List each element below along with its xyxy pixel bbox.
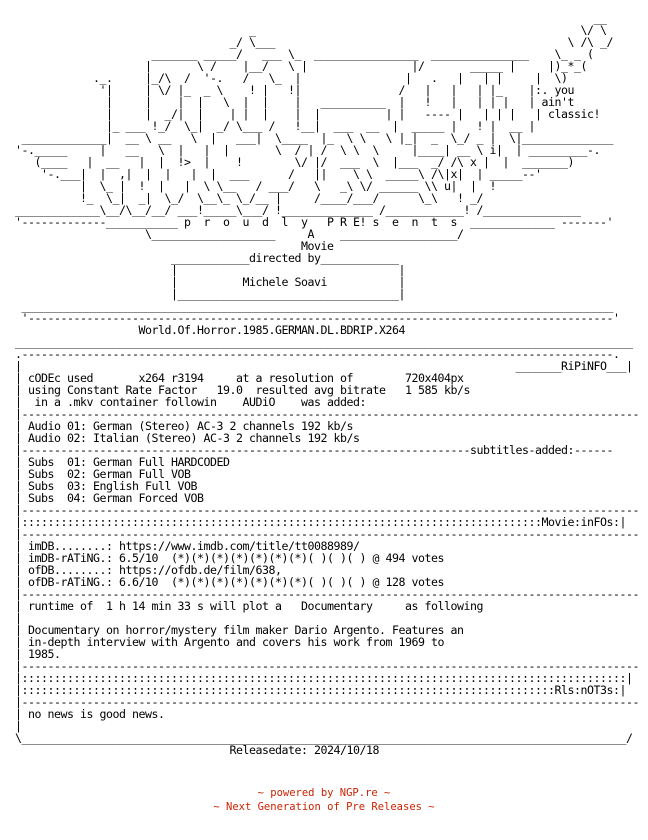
nfo-line: \___________________ A __________________/ (2, 227, 464, 241)
footer (0, 786, 648, 814)
nfo-line: | \ / |__/ \ | |/ _____ | |)_*_( (2, 59, 588, 73)
nfo-line: _ \/ \ (2, 23, 607, 37)
nfo-line: | Audio 02: Italian (Stereo) AC-3 2 channels 192 kb/s (2, 431, 360, 445)
nfo-line: | in a .mkv container followin AUDiO was added: (2, 395, 367, 409)
nfo-line: | Subs 04: German Forced VOB (2, 491, 204, 505)
nfo-line: _____________\__/\__/__/ ___!_____\___/ !______________ /____________! /_______________ (2, 203, 581, 217)
nfo-line: |_ ___ !_/ \_| _/ \___ / !__| ___ __ | _____ | ! | __ | (2, 119, 536, 133)
nfo-line: | runtime of 1 h 14 min 33 s will plot a Documentary as following (2, 599, 484, 613)
nfo-line: | Subs 03: English Full VOB (2, 479, 198, 493)
nfo-line: | \_ | ! | | \ \__ / ___/ \ _\ \/ ______ \\ u| | ! (2, 179, 497, 193)
nfo-line: '-------------___________ p r o u d l y P R E! s e n t s _____________ -------' (2, 215, 614, 229)
nfo-line: | Subs 01: German Full HARDCODED (2, 455, 230, 469)
nfo-line: | (2, 719, 22, 733)
nfo-line: |----------------------------------------------------------------------------------------------- (2, 503, 640, 517)
footer-powered-by[interactable]: ~ powered by NGP.re ~ (257, 787, 391, 799)
nfo-line: |::::::::::::::::::::::::::::::::::::::::::::::::::::::::::::::::::::::::::::::::::Rls:nOT3s:| (2, 683, 627, 697)
nfo-line: | in-depth interview with Argento and covers his work from 1969 to (2, 635, 445, 649)
nfo-line: | | | | \ | | | __________ | ! | | | | | ain't (2, 95, 575, 109)
nfo-line: _______________________________________________________________________________________________ (2, 335, 633, 349)
nfo-line: \_____________________________________________________________________________________________/ (2, 731, 633, 745)
nfo-line: ___________________________________________________________________________________________ (2, 299, 614, 313)
nfo-line: | no news is good news. (2, 707, 165, 721)
nfo-line: | imDB-rATiNG.: 6.5/10 (*)(*)(*)(*)(*)(*)(*)( )( )( ) @ 494 votes (2, 551, 445, 565)
nfo-line: | Audio 01: German (Stereo) AC-3 2 channels 192 kb/s (2, 419, 354, 433)
nfo-line: | Michele Soavi | (2, 275, 406, 289)
nfo-line: | using Constant Rate Factor 19.0 resulted avg bitrate 1 585 kb/s (2, 383, 471, 397)
nfo-line: |:::::::::::::::::::::::::::::::::::::::::::::::::::::::::::::::::::::::::::::::::::::::::::::| (2, 671, 633, 685)
nfo-line: |----------------------------------------------------------------------------------------------- (2, 407, 640, 421)
nfo-line: | _______RiPiNFO___| (2, 359, 633, 373)
nfo-line: ____________directed by____________ (2, 251, 399, 265)
nfo-line: | 1985. (2, 647, 61, 661)
nfo-line: !_ \_| _| \_/ \__\_ \_/__ | /____/___/ \_\ ! _/ (2, 191, 484, 205)
nfo-line: |::::::::::::::::::::::::::::::::::::::::::::::::::::::::::::::::::::::::::::::::Movie:inFOs:| (2, 515, 627, 529)
nfo-line: Releasedate: 2024/10/18 (2, 743, 380, 756)
nfo-line: |----------------------------------------------------------------------------------------------- (2, 527, 640, 541)
nfo-line: | cODEc used x264 r3194 at a resolution of 720x404px (2, 371, 464, 385)
nfo-line: |----------------------------------------------------------------------------------------------- (2, 659, 640, 673)
nfo-line: _/ \___ \ /\ _/ (2, 35, 614, 49)
nfo-line: |----------------------------------------------------------------------------------------------- (2, 587, 640, 601)
nfo-line: | Documentary on horror/mystery film maker Dario Argento. Features an (2, 623, 464, 637)
nfo-line: | ofDB........: https://ofdb.de/film/638, (2, 563, 282, 577)
nfo-line: | (2, 611, 22, 625)
nfo-line: (____ | __ | | !> | ! \/ |/ ___ \ |___ _/ /\ x | | _______) (2, 155, 575, 169)
nfo-line: '-._____ | __ \ | | | \ / | / \ \ \ |____| __ \ i| | _________-. (2, 143, 601, 157)
nfo-line: |----------------------------------------------------------------------------------------------- (2, 695, 640, 709)
nfo-line: |---------------------------------------------------------------------subtitles-added:------ (2, 443, 614, 457)
nfo-line: | imDB........: https://www.imdb.com/title/tt0088989/ (2, 539, 360, 553)
nfo-line: | | (2, 263, 406, 277)
nfo-line: _______ _____/ ___ \_ ________________ _______________ \_ _ ( (2, 47, 594, 61)
nfo-line: '| | \/ |_ _ \ ! | !| / | | | |_ |:. you (2, 83, 575, 97)
nfo-line: | ofDB-rATiNG.: 6.6/10 (*)(*)(*)(*)(*)(*)(*)( )( )( ) @ 128 votes (2, 575, 445, 589)
nfo-line: _____________| __ \ __ \ | ___| \____ |_ \ \ \ |_| _ \_/ _ | \|______________ (2, 131, 614, 145)
nfo-text (2, 12, 646, 756)
nfo-line: ._. |_/\ / '-. / \_ | | . | | | | \) (2, 71, 568, 85)
nfo-line: .-------------------------------------------------------------------------------------------. (2, 347, 620, 361)
footer-tagline[interactable]: ~ Next Generation of Pre Releases ~ (213, 801, 435, 813)
nfo-line: World.Of.Horror.1985.GERMAN.DL.BDRIP.X264 (2, 323, 406, 337)
nfo-line: '------------------------------------------------------------------------------------------' (2, 311, 620, 325)
nfo-line: __ (2, 12, 607, 25)
nfo-line: Movie (2, 239, 334, 253)
nfo-line: | | _/| | | | | | | | | ---- | | | | | classic! (2, 107, 601, 121)
nfo-line: | Subs 02: German Full VOB (2, 467, 191, 481)
nfo-line: '-.___| | ,| | | | | ___ / || \ \ _____\ /\|x| | _____--' (2, 167, 542, 181)
nfo-line: |__________________________________| (2, 287, 406, 301)
